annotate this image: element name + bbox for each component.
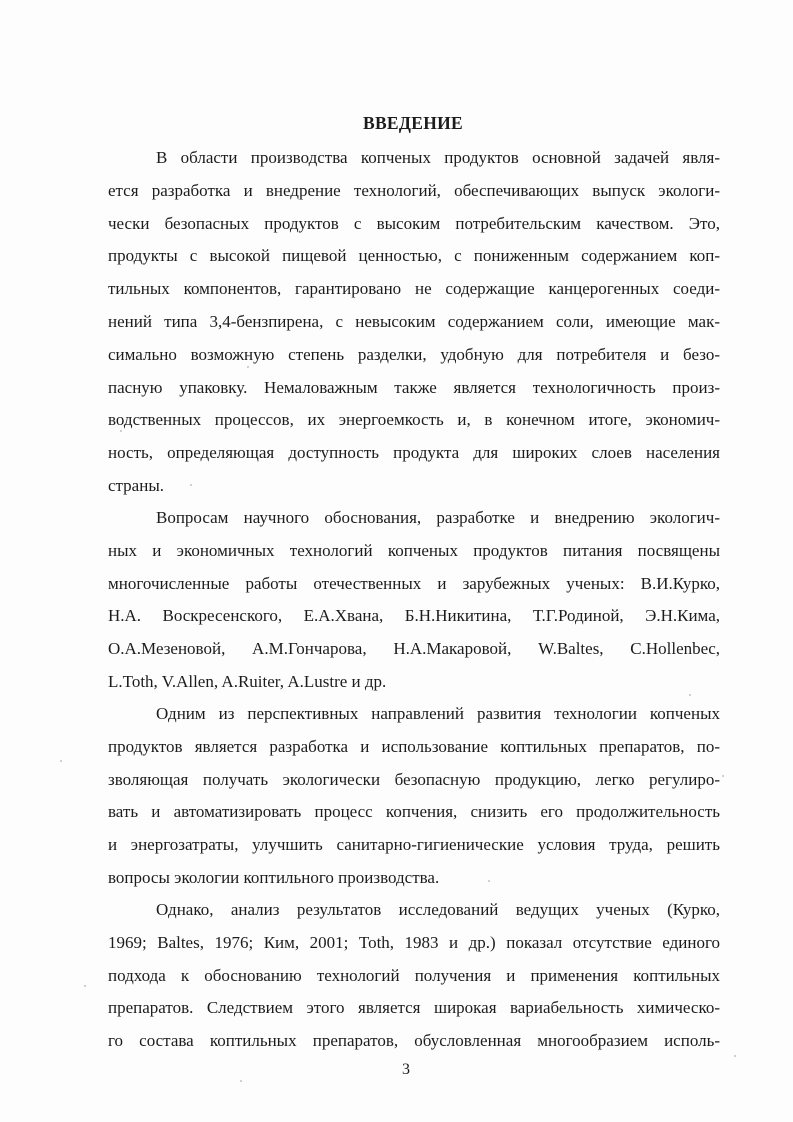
text-line: Н.А. Воскресенского, Е.А.Хвана, Б.Н.Никитина, Т.Г.Родиной, Э.Н.Кима,: [108, 606, 720, 626]
scan-speck: [190, 484, 192, 486]
text-line: ность, определяющая доступность продукта для широких слоев населения: [108, 443, 720, 463]
scan-speck: [689, 694, 691, 696]
scan-speck: [120, 430, 122, 432]
scan-speck: [247, 366, 249, 368]
text-line: Однако, анализ результатов исследований ведущих ученых (Курко,: [156, 900, 720, 919]
text-line: вать и автоматизировать процесс копчения, снизить его продолжительность: [108, 802, 720, 822]
text-line: ных и экономичных технологий копченых продуктов питания посвящены: [108, 540, 720, 560]
text-line: продуктов является разработка и использование коптильных препаратов, по-: [108, 736, 720, 756]
scan-speck: [722, 775, 724, 777]
text-line: Вопросам научного обоснования, разработке и внедрению экологич-: [156, 508, 720, 527]
text-line: В области производства копченых продуктов основной задачей явля-: [156, 148, 720, 167]
scan-speck: [240, 1080, 242, 1082]
text-line: многочисленные работы отечественных и зарубежных ученых: В.И.Курко,: [108, 573, 720, 593]
text-line: симально возможную степень разделки, удобную для потребителя и безо-: [108, 344, 720, 364]
paragraph-4: [108, 894, 720, 1058]
text-line: зволяющая получать экологически безопасную продукцию, легко регулиро-: [108, 769, 720, 789]
text-line: ется разработка и внедрение технологий, обеспечивающих выпуск экологи-: [108, 180, 720, 200]
scan-speck: [734, 1055, 736, 1057]
scan-speck: [84, 985, 86, 987]
text-line: продукты с высокой пищевой ценностью, с пониженным содержанием коп-: [108, 246, 720, 266]
text-line: го состава коптильных препаратов, обусловленная многообразием исполь-: [108, 1031, 720, 1051]
text-line: препаратов. Следствием этого является широкая вариабельность химическо-: [108, 998, 720, 1018]
scan-speck: [60, 760, 62, 762]
text-line: тильных компонентов, гарантировано не содержащие канцерогенных соеди-: [108, 279, 720, 299]
text-line: вопросы экологии коптильного производства.: [108, 867, 440, 887]
text-line: нений типа 3,4-бензпирена, с невысоким содержанием соли, имеющие мак-: [108, 311, 720, 331]
text-line: подхода к обоснованию технологий получения и применения коптильных: [108, 965, 720, 985]
paragraph-1: [108, 142, 720, 503]
text-line: 1969; Baltes, 1976; Ким, 2001; Toth, 1983 и др.) показал отсутствие единого: [108, 932, 720, 952]
page-title: ВВЕДЕНИЕ: [362, 113, 464, 133]
page-number: 3: [402, 1061, 410, 1078]
text-line: L.Toth, V.Allen, A.Ruiter, A.Lustre и др.: [108, 671, 387, 691]
text-line: водственных процессов, их энергоемкость и, в конечном итоге, экономич-: [108, 410, 720, 430]
paragraph-2: [108, 502, 720, 699]
text-line: страны.: [108, 475, 164, 495]
scan-speck: [488, 880, 490, 882]
text-line: чески безопасных продуктов с высоким потребительским качеством. Это,: [108, 213, 720, 233]
text-line: Одним из перспективных направлений развития технологии копченых: [156, 704, 720, 723]
text-line: и энергозатраты, улучшить санитарно-гигиенические условия труда, решить: [108, 835, 720, 855]
text-line: О.А.Мезеновой, А.М.Гончарова, Н.А.Макаровой, W.Baltes, C.Hollenbec,: [108, 639, 720, 659]
text-line: пасную упаковку. Немаловажным также является технологичность произ-: [108, 377, 720, 397]
paragraph-3: [108, 698, 720, 895]
